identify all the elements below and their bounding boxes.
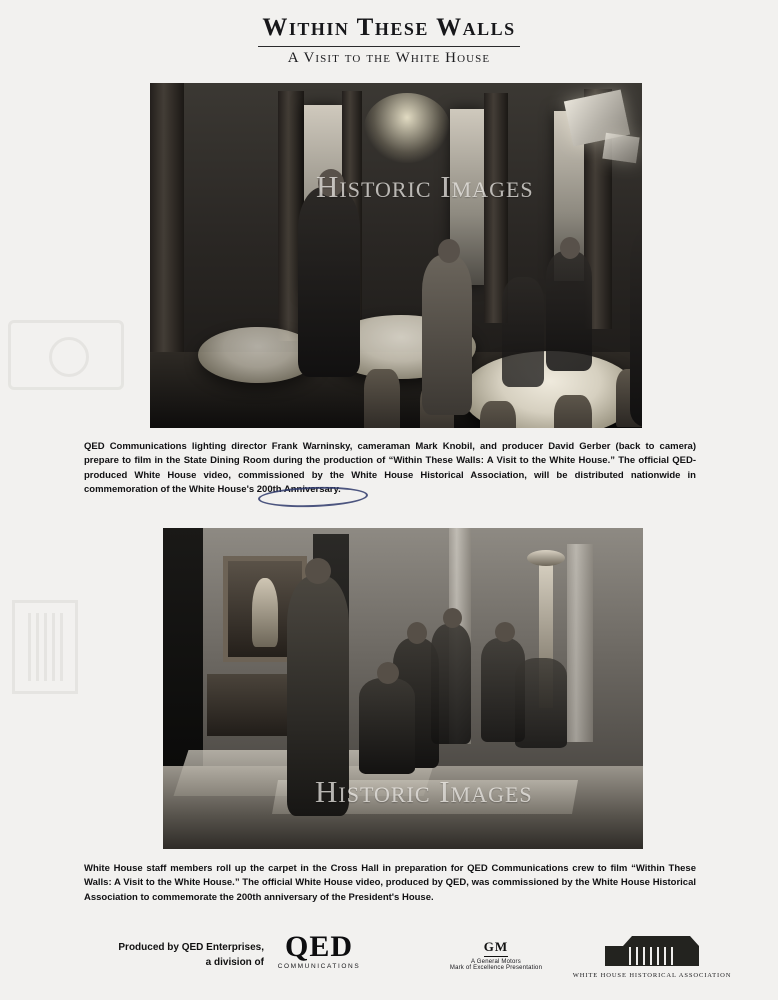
white-house-historical-association-logo (572, 930, 732, 979)
gm-logo-line1: A General Motors (471, 959, 521, 965)
gm-logo (448, 938, 544, 971)
gm-wordmark: GM (484, 939, 508, 957)
gm-logo-line2: Mark of Excellence Presentation (449, 965, 543, 971)
whha-logo-text: WHITE HOUSE HISTORICAL ASSOCIATION (572, 972, 732, 979)
watermark-top: Historic Images (316, 169, 534, 204)
document-header (0, 14, 778, 67)
watermark-bottom: Historic Images (315, 774, 533, 809)
watermark-ghost-graphics (0, 300, 160, 720)
title-divider (258, 46, 520, 47)
qed-logo-subtitle: COMMUNICATIONS (277, 963, 361, 970)
document-footer (0, 930, 778, 990)
column-icon (12, 600, 78, 694)
caption-top: QED Communications lighting director Frank Warninsky, cameraman Mark Knobil, and producer David Gerber (back to camera) prepare to film in the State Dining Room during the production of “Within These Walls: A Visit to the White House.” The official QED-produced White House video, commissioned by the White House Historical Association, will be distributed nationwide in commemoration of the White House's 200th Anniversary. (84, 441, 696, 496)
white-house-icon (593, 930, 711, 970)
caption-bottom: White House staff members roll up the carpet in the Cross Hall in preparation for QED Communications crew to film “Within These Walls: A Visit to the White House.” The official White House video, produced by QED, was commissioned by the White House Historical Association to commemorate the 200th anniversary of the President's House. (84, 863, 696, 903)
producer-credit (84, 940, 264, 970)
producer-credit-line2: a division of (205, 957, 264, 968)
qed-wordmark: QED (284, 930, 353, 963)
producer-credit-line1: Produced by QED Enterprises, (118, 942, 264, 953)
page-title: Within These Walls (262, 14, 516, 41)
page-subtitle: A Visit to the White House (287, 49, 491, 66)
camera-icon (8, 320, 124, 390)
state-dining-room-filming-photo (150, 83, 642, 428)
cross-hall-carpet-photo (163, 528, 643, 849)
qed-logo (264, 932, 374, 970)
